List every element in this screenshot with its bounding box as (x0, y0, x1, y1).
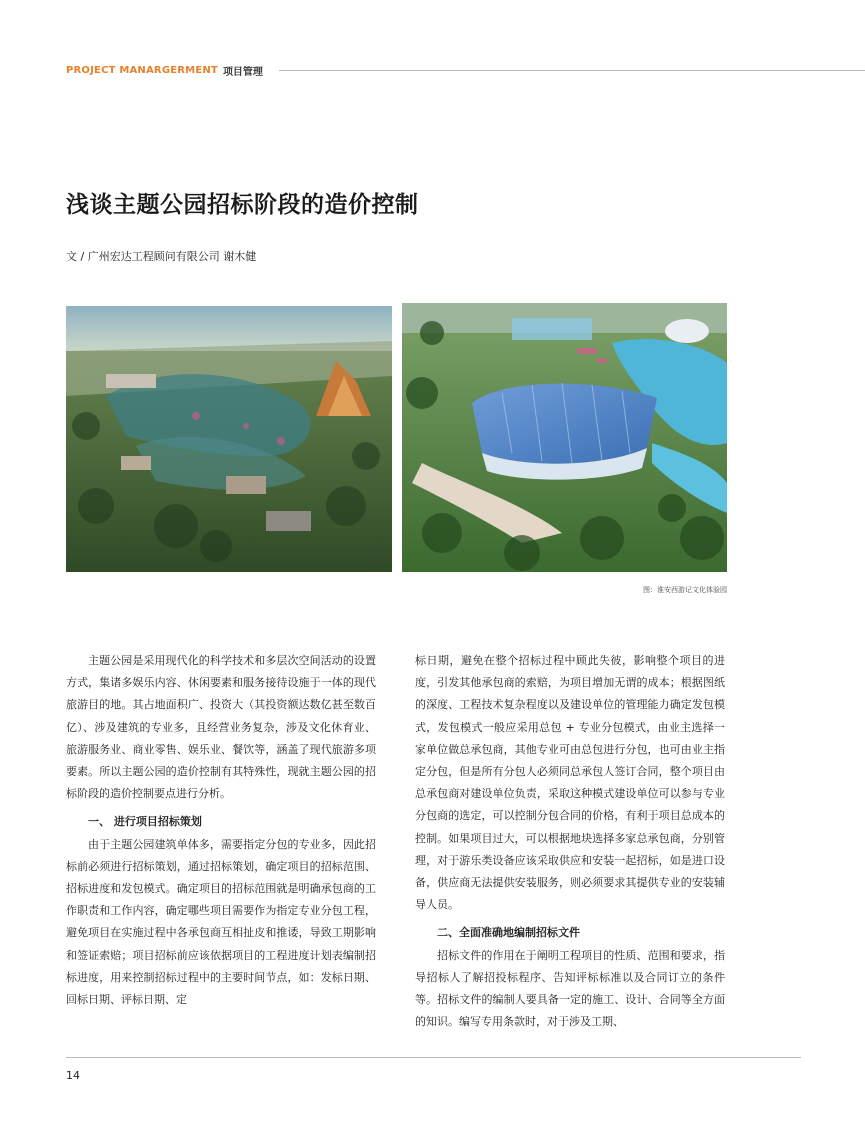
running-header (66, 62, 865, 78)
section-label-zh: 项目管理 (222, 66, 263, 78)
header-rule (279, 70, 865, 71)
body-column-right (415, 650, 725, 1033)
page-number: 14 (66, 1069, 80, 1082)
aerial-render-theme-park-left (66, 306, 392, 572)
article-byline: 文 / 广州宏达工程顾问有限公司 谢木健 (66, 250, 257, 263)
paragraph: 招标文件的作用在于阐明工程项目的性质、范围和要求，指导招标人了解招投标程序、告知评标标准以及合同订立的条件等。招标文件的编制人要具备一定的施工、设计、合同等全方面的知识。编写专用条款时，对于涉及工期、 (415, 948, 725, 1029)
aerial-render-culture-park-right (402, 303, 727, 572)
paragraph: 标日期，避免在整个招标过程中顾此失彼，影响整个项目的进度，引发其他承包商的索赔，为项目增加无谓的成本；根据图纸的深度、工程技术复杂程度以及建设单位的管理能力确定发包模式，发包模式一般应采用总包 + 专业分包模式，由业主选择一家单位做总承包商，其他专业可由总包进行分包，也可由业主指定分包，但是所有分包人必须同总承包人签订合同，整个项目由总承包商对建设单位负责，采取这种模式建设单位可以参与专业分包商的选定，可以控制分包合同的价格，有利于项目总成本的控制。如果项目过大，可以根据地块选择多家总承包商，分别管理，对于游乐类设备应该采取供应和安装一起招标，如是进口设备，供应商无法提供安装服务，则必须要求其提供专业的安装辅导人员。 (415, 654, 725, 912)
body-column-left (66, 650, 376, 1011)
section-label-en: PROJECT MANARGERMENT (66, 64, 218, 76)
footer-rule (66, 1057, 801, 1058)
paragraph: 主题公园是采用现代化的科学技术和多层次空间活动的设置方式，集诸多娱乐内容、休闲要素和服务接待设施于一体的现代旅游目的地。其占地面积广、投资大（其投资额达数亿甚至数百亿）、涉及建筑的专业多，且经营业务复杂，涉及文化休育业、旅游服务业、商业零售、娱乐业、餐饮等，涵盖了现代旅游多项要素。所以主题公园的造价控制有其特殊性，现就主题公园的招标阶段的造价控制要点进行分析。 (66, 654, 376, 801)
figure-caption: 图：淮安西游记文化体验园 (643, 586, 727, 594)
section-heading: 二、全面准确地编制招标文件 (437, 926, 580, 940)
paragraph: 由于主题公园建筑单体多，需要指定分包的专业多，因此招标前必须进行招标策划，通过招标策划，确定项目的招标范围、招标进度和发包模式。确定项目的招标范围就是明确承包商的工作职责和工作内容，确定哪些项目需要作为指定专业分包工程，避免项目在实施过程中各承包商互相扯皮和推诿，导致工期影响和签证索赔；项目招标前应该依据项目的工程进度计划表编制招标进度，用来控制招标过程中的主要时间节点，如：发标日期、回标日期、评标日期、定 (66, 837, 376, 1007)
article-title: 浅谈主题公园招标阶段的造价控制 (66, 192, 419, 218)
section-heading: 一、 进行项目招标策划 (88, 815, 202, 829)
